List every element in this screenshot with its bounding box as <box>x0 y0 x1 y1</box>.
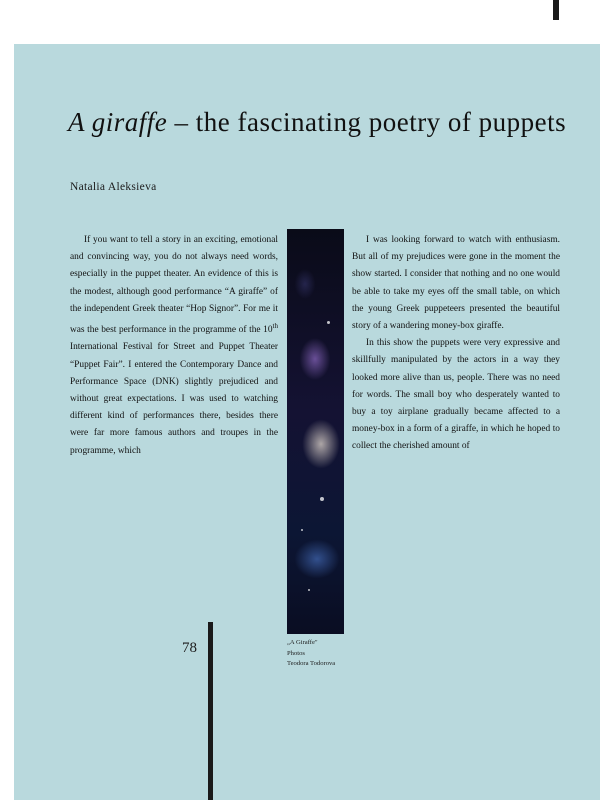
figure-caption-line1: „A Giraffe" <box>287 639 318 646</box>
page-title-rest: – the fascinating poetry of puppets <box>167 107 567 137</box>
article-column-left <box>70 232 278 460</box>
stage-photo-puppet-performance <box>287 229 344 634</box>
page-number: 78 <box>182 640 197 656</box>
column-right-paragraph-1: I was looking forward to watch with enthusiasm. But all of my prejudices were gone in the moment the show started. I consider that nothing and no one would be able to take my eyes off the small table, on which the young Greek puppeteers presented the beautiful story of a wandering money-box giraffe. <box>352 235 560 332</box>
magazine-page <box>14 44 600 800</box>
left-white-margin <box>0 44 14 800</box>
photo-highlight-dot <box>320 497 324 501</box>
column-left-paragraph: If you want to tell a story in an exciting, emotional and convincing way, you do not always need words, especially in the puppet theater. An evidence of this is the modest, although good performance “A giraffe” of the independent Greek theater “Hop Signor”. For me it was the best performance in the programme of the 10th International Festival for Street and Puppet Theater “Puppet Fair”. I entered the Contemporary Dance and Performance Space (DNK) slightly prejudiced and without great expectations. I was used to watching different kind of performances there, besides there were far more famous authors and troupes in the programme, which <box>70 235 278 456</box>
figure-caption-line2: Photos <box>287 649 305 657</box>
figure-caption-line3: Teodora Todorova <box>287 660 336 667</box>
top-black-mark <box>553 0 559 20</box>
top-white-margin <box>0 0 600 44</box>
photo-highlight-dot <box>327 321 330 324</box>
book-spine-bar <box>208 622 213 800</box>
photo-highlight-dot <box>308 589 310 591</box>
figure-caption <box>287 638 344 670</box>
photo-gradient <box>287 229 344 634</box>
article-column-right <box>352 232 560 456</box>
photo-highlight-dot <box>301 529 303 531</box>
column-right-paragraph-2: In this show the puppets were very expressive and skillfully manipulated by the actors in a way they looked more alive than us, people. There was no need for words. The small boy who desperately wanted to buy a toy airplane gradually became affected to a money-box in a form of a giraffe, in which he hoped to collect the cherished amount of <box>352 338 560 452</box>
article-figure <box>287 229 344 670</box>
page-title-italic: A giraffe <box>68 107 168 137</box>
article-author: Natalia Aleksieva <box>70 181 157 193</box>
page-title <box>68 107 588 138</box>
